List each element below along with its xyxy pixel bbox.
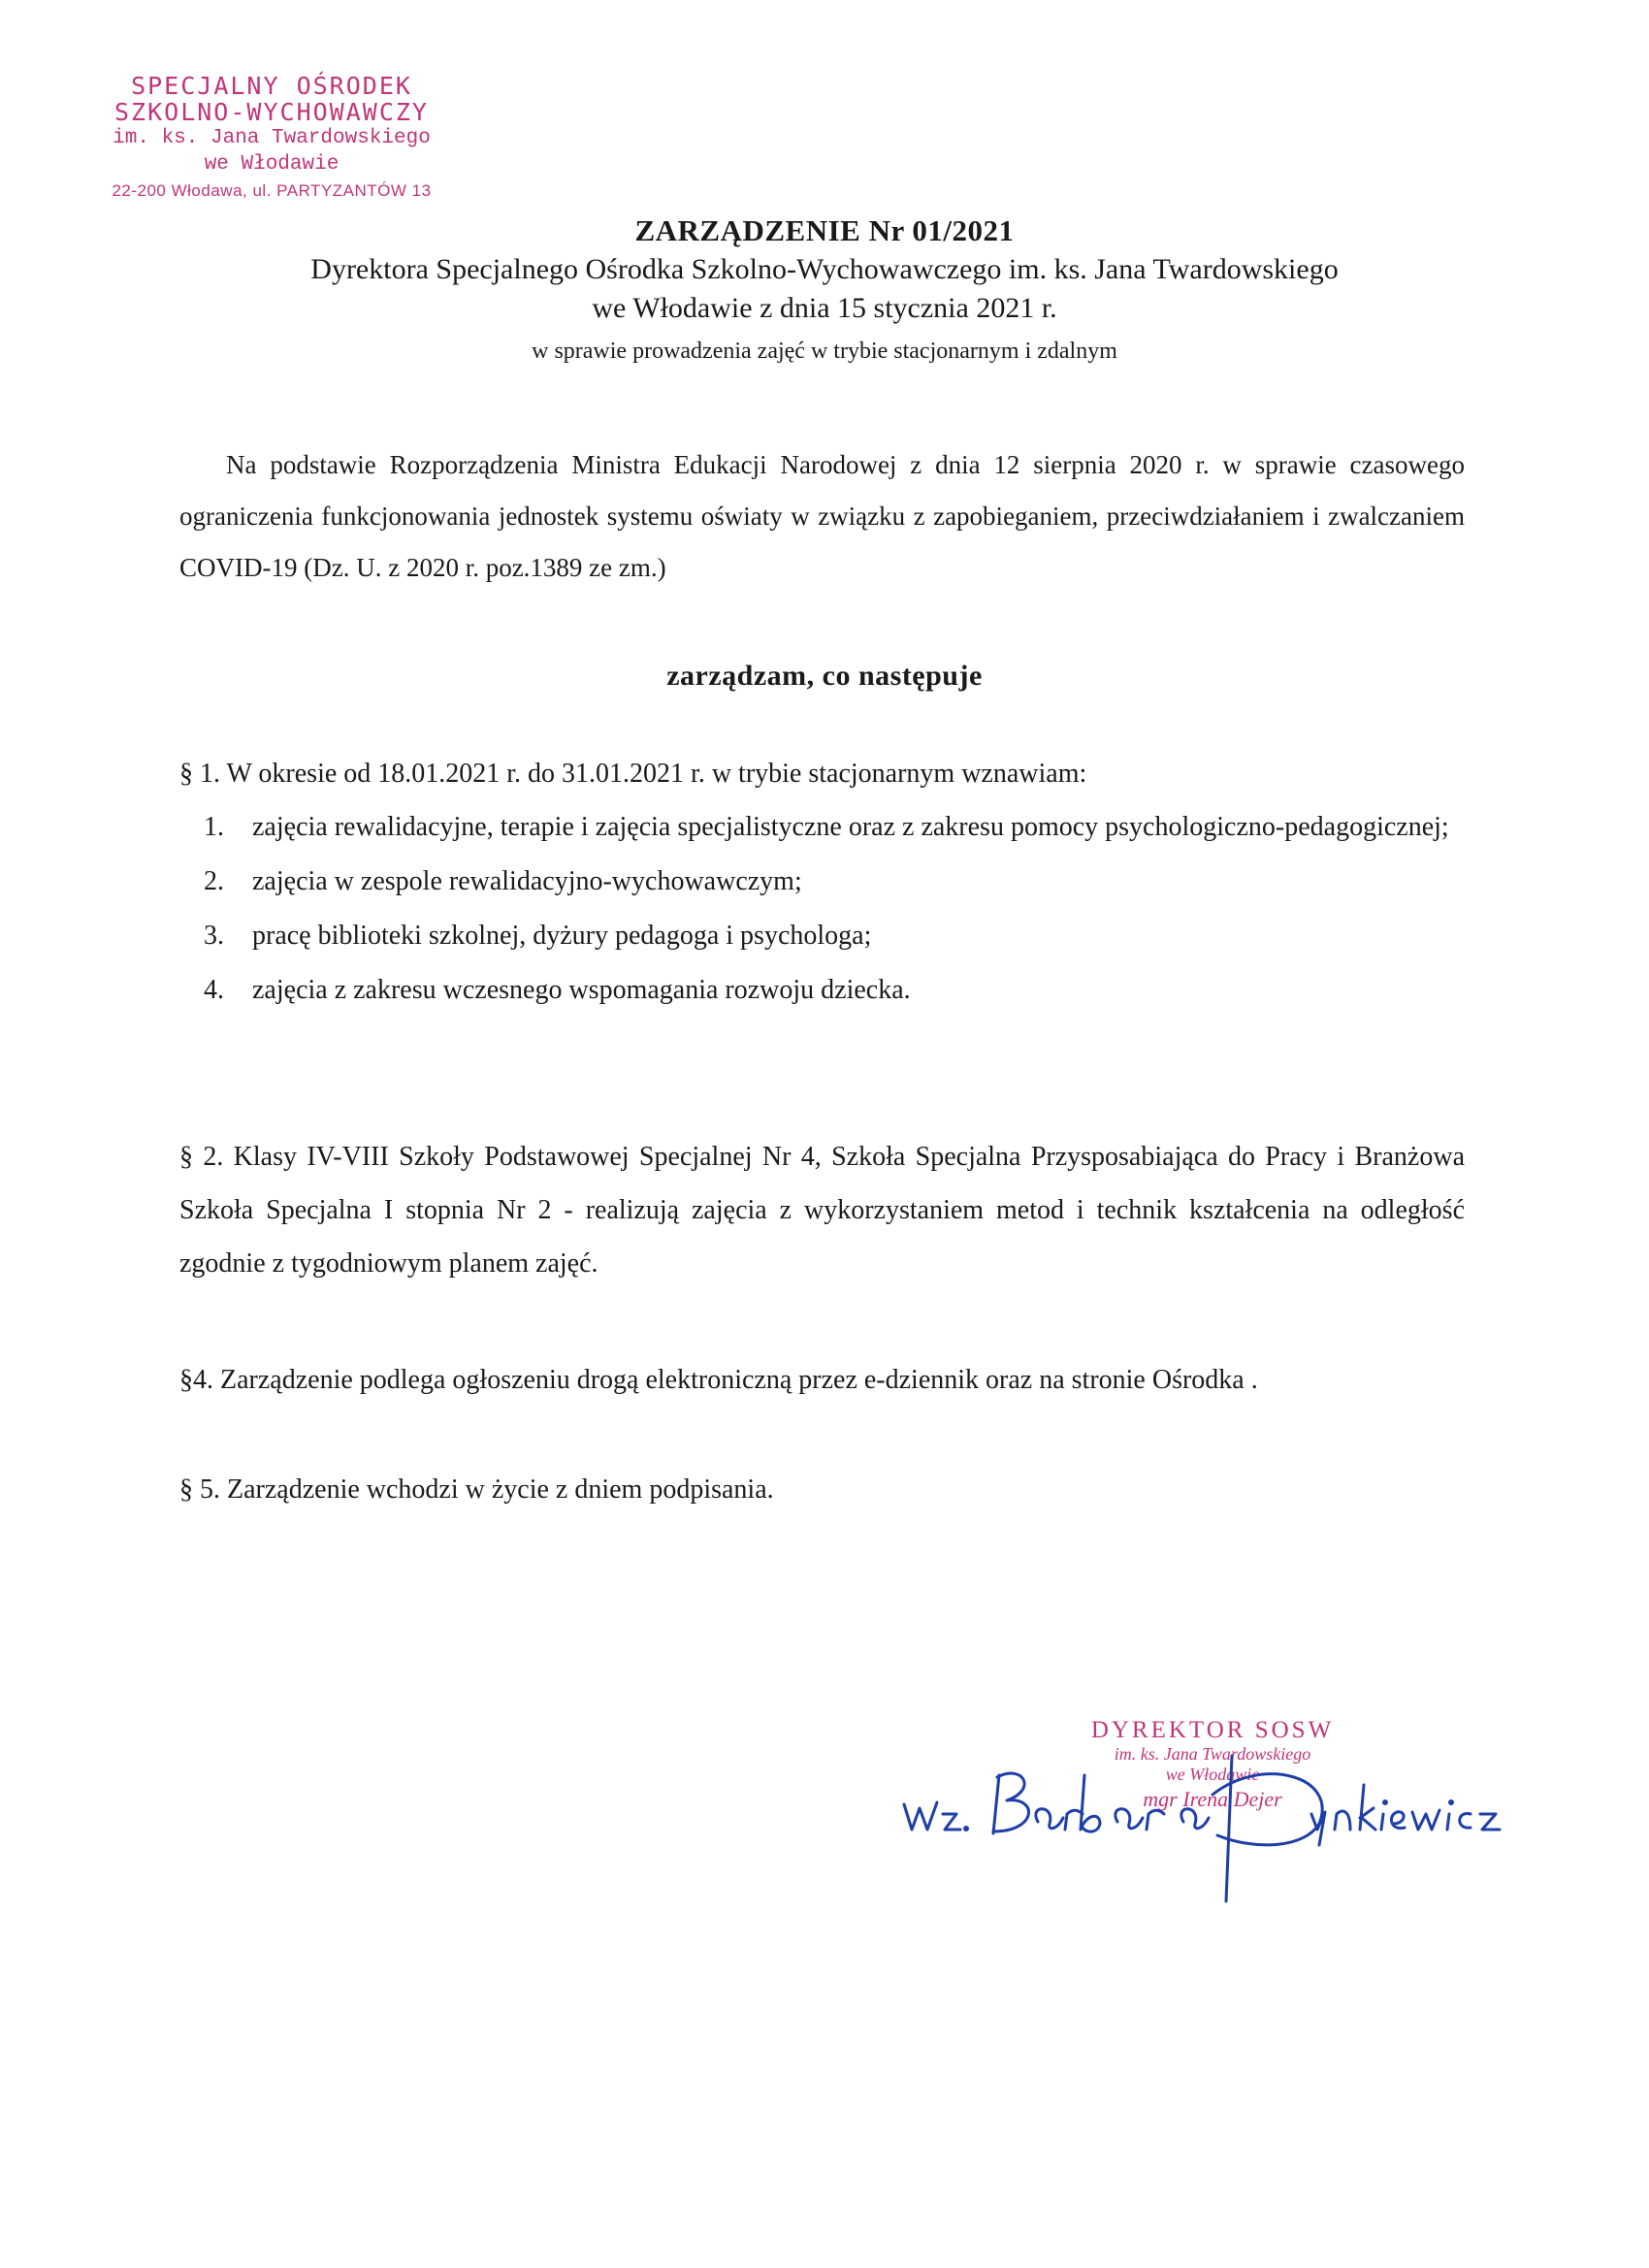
list-item <box>179 909 1470 963</box>
list-item <box>179 963 1470 1018</box>
director-stamp-name: mgr Irena Dejer <box>1143 1787 1282 1811</box>
stamp-line: SZKOLNO-WYCHOWAWCZY <box>114 98 429 126</box>
document-subject: w sprawie prowadzenia zajęć w trybie stacjonarnym i zdalnym <box>532 339 1117 364</box>
decree-heading: zarządzam, co następuje <box>666 660 983 692</box>
stamp-line: SPECJALNY OŚRODEK <box>131 72 412 100</box>
director-stamp-line: im. ks. Jana Twardowskiego <box>1114 1744 1311 1764</box>
list-item-text: zajęcia w zespole rewalidacyjno-wychowawczym; <box>252 866 802 896</box>
list-item <box>179 800 1470 855</box>
section-1-list <box>179 800 1470 1018</box>
director-stamp-title: DYREKTOR SOSW <box>1090 1717 1335 1743</box>
institution-stamp <box>78 73 466 204</box>
section-1-heading: § 1. W okresie od 18.01.2021 r. do 31.01.2021 r. w trybie stacjonarnym wznawiam: <box>179 759 1087 789</box>
document-date: we Włodawie z dnia 15 stycznia 2021 r. <box>592 292 1057 324</box>
list-item-text: zajęcia rewalidacyjne, terapie i zajęcia specjalistyczne oraz z zakresu pomocy psychologiczno-pedagogicznej; <box>252 812 1449 842</box>
list-item <box>179 855 1470 909</box>
handwritten-signature <box>892 1736 1533 1911</box>
director-stamp-line: we Włodawie <box>1165 1765 1260 1784</box>
list-item-number: 2. <box>204 866 224 896</box>
legal-basis-text: Na podstawie Rozporządzenia Ministra Edukacji Narodowej z dnia 12 sierpnia 2020 r. w sprawie czasowego ograniczenia funkcjonowania jednostek systemu oświaty w związku z zapobieganiem, przeciwdziałaniem i zwalczaniem COVID-19 (Dz. U. z 2020 r. poz.1389 ze zm.) <box>179 450 1465 582</box>
document-issuer: Dyrektora Specjalnego Ośrodka Szkolno-Wychowawczego im. ks. Jana Twardowskiego <box>310 253 1339 285</box>
list-item-text: zajęcia z zakresu wczesnego wspomagania rozwoju dziecka. <box>252 975 911 1005</box>
section-4: §4. Zarządzenie podlega ogłoszeniu drogą elektroniczną przez e-dziennik oraz na stronie Ośrodka . <box>179 1365 1258 1395</box>
stamp-line: im. ks. Jana Twardowskiego <box>113 127 431 149</box>
legal-basis-paragraph <box>179 439 1465 594</box>
document-header <box>0 211 1649 373</box>
list-item-number: 3. <box>204 921 224 951</box>
list-item-number: 1. <box>204 812 224 842</box>
document-title: ZARZĄDZENIE Nr 01/2021 <box>634 213 1015 247</box>
section-2: § 2. Klasy IV-VIII Szkoły Podstawowej Specjalnej Nr 4, Szkoła Specjalna Przysposabiająca do Pracy i Branżowa Szkoła Specjalna I stopnia Nr 2 - realizują zajęcia z wykorzystaniem metod i technik kształcenia na odległość zgodnie z tygodniowym planem zajęć. <box>179 1142 1465 1279</box>
list-item-text: pracę biblioteki szkolnej, dyżury pedagoga i psychologa; <box>252 921 872 951</box>
list-item-number: 4. <box>204 975 224 1005</box>
stamp-address: 22-200 Włodawa, ul. PARTYZANTÓW 13 <box>112 181 432 200</box>
stamp-line: we Włodawie <box>204 153 340 176</box>
section-5: § 5. Zarządzenie wchodzi w życie z dniem podpisania. <box>179 1474 774 1505</box>
